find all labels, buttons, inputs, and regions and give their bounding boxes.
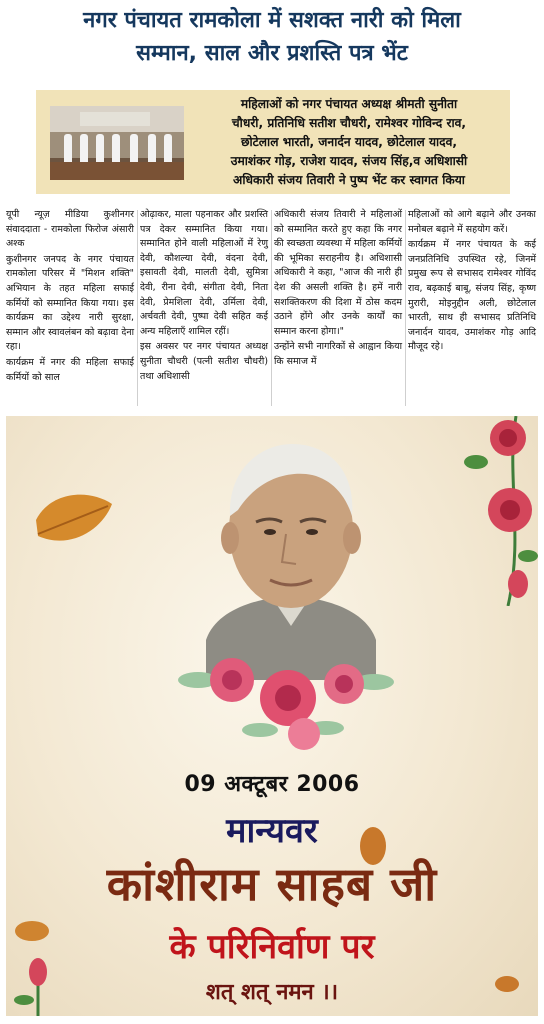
headline-line-2: सम्मान, साल और प्रशस्ति पत्र भेंट	[136, 41, 408, 66]
article-paragraph: महिलाओं को आगे बढ़ाने और उनका मनोबल बढ़ाने में सहयोग करें।	[408, 209, 536, 235]
event-photo	[50, 106, 184, 180]
article-headline	[6, 4, 538, 70]
tribute-occasion: के परिनिर्वाण पर	[169, 927, 375, 967]
column-divider	[137, 210, 138, 406]
caption-line: अधिकारी संजय तिवारी ने पुष्प भेंट कर स्वागत किया	[233, 173, 465, 187]
event-table	[50, 162, 184, 180]
article-paragraph: ओढ़ाकर, माला पहनाकर और प्रशस्ति पत्र देकर सम्मानित किया गया। सम्मानित होने वाली महिलाओं में रेणु देवी, कौशल्या देवी, वंदना देवी, इसावती देवी, मालती देवी, सुमित्रा देवी, रीना देवी, संगीता देवी, निता देवी, प्रेमशिला देवी, उर्मिला देवी, अर्चवती देवी, पुष्पा देवी सहित कई अन्य महिलाएँ शामिल रहीं।	[140, 209, 268, 337]
event-person	[130, 134, 138, 164]
event-person	[96, 134, 104, 164]
event-person	[164, 134, 172, 164]
event-person	[148, 134, 156, 164]
rose-border-icon	[446, 416, 538, 606]
article-paragraph: कार्यक्रम में नगर की महिला सफाई कर्मियों को साल	[6, 356, 134, 383]
event-person	[80, 134, 88, 164]
article-paragraph: उन्होंने सभी नागरिकों से आह्वान किया कि समाज में	[274, 341, 402, 367]
tribute-salutation: शत् शत् नमन ।।	[205, 980, 339, 1005]
headline-line-1: नगर पंचायत रामकोला में सशक्त नारी को मिला	[83, 8, 461, 33]
tribute-date: 09 अक्टूबर 2006	[184, 772, 360, 797]
caption-line: चौधरी, प्रतिनिधि सतीश चौधरी, रामेश्वर गोविन्द राव,	[231, 116, 467, 130]
column-divider	[271, 210, 272, 406]
event-banner	[80, 112, 150, 126]
article-paragraph: कुशीनगर जनपद के नगर पंचायत रामकोला परिसर में "मिशन शक्ति" अभियान के तहत महिला सफाई कर्मियों को सम्मानित किया गया। इस कार्यक्रम का उद्देश्य नारी सुरक्षा, सम्मान और स्वावलंबन को बढ़ावा देना रहा।	[6, 253, 134, 353]
article-body	[6, 208, 538, 408]
article-column-2	[140, 208, 268, 385]
tribute-name: कांशीराम साहब जी	[106, 857, 438, 911]
tribute-honorific: मान्यवर	[226, 811, 318, 851]
article-column-3	[274, 208, 402, 371]
caption-line: छोटेलाल भारती, जनार्दन यादव, छोटेलाल यादव,	[240, 135, 458, 149]
article-paragraph: इस अवसर पर नगर पंचायत अध्यक्ष सुनीता चौधरी (पत्नी सतीश चौधरी) तथा अधिशासी	[140, 341, 268, 382]
autumn-leaf-icon	[32, 486, 116, 552]
article-column-4	[408, 208, 536, 356]
article-column-1	[6, 208, 134, 386]
article-paragraph: कार्यक्रम में नगर पंचायत के कई जनप्रतिनिधि उपस्थित रहे, जिनमें प्रमुख रूप से सभासद रामेश्वर गोविंद राव, बढ़काई बाबू, संजय सिंह, कृष्ण मुरारी, मोइनुद्दीन अली, छोटेलाल भारती, साथ ही सभासद प्रतिनिधि जनार्दन यादव, उमाशंकर गोड़ आदि मौजूद रहे।	[408, 239, 536, 353]
column-divider	[405, 210, 406, 406]
article-paragraph: यूपी न्यूज़ मीडिया कुशीनगर संवाददाता - रामकोला फिरोज अंसारी अश्क	[6, 209, 134, 250]
event-person	[112, 134, 120, 164]
tribute-poster	[6, 416, 538, 1016]
article-paragraph: अधिकारी संजय तिवारी ने महिलाओं को सम्मानित करते हुए कहा कि नगर की स्वच्छता व्यवस्था में महिला कर्मियों की भूमिका सराहनीय है। अधिशासी अधिकारी ने कहा, "आज की नारी ही देश की असली शक्ति है। हमें नारी सशक्तिकरण की दिशा में ठोस कदम उठाने होंगे और उनके कार्यों का सम्मान करना होगा।"	[274, 209, 402, 337]
event-person	[64, 134, 72, 164]
photo-caption	[194, 95, 504, 190]
caption-line: उमाशंकर गोड़, राजेश यादव, संजय सिंह,व अधिशासी	[230, 154, 468, 168]
rose-garland-icon	[176, 638, 396, 752]
caption-line: महिलाओं को नगर पंचायत अध्यक्ष श्रीमती सुनीता	[240, 97, 458, 111]
